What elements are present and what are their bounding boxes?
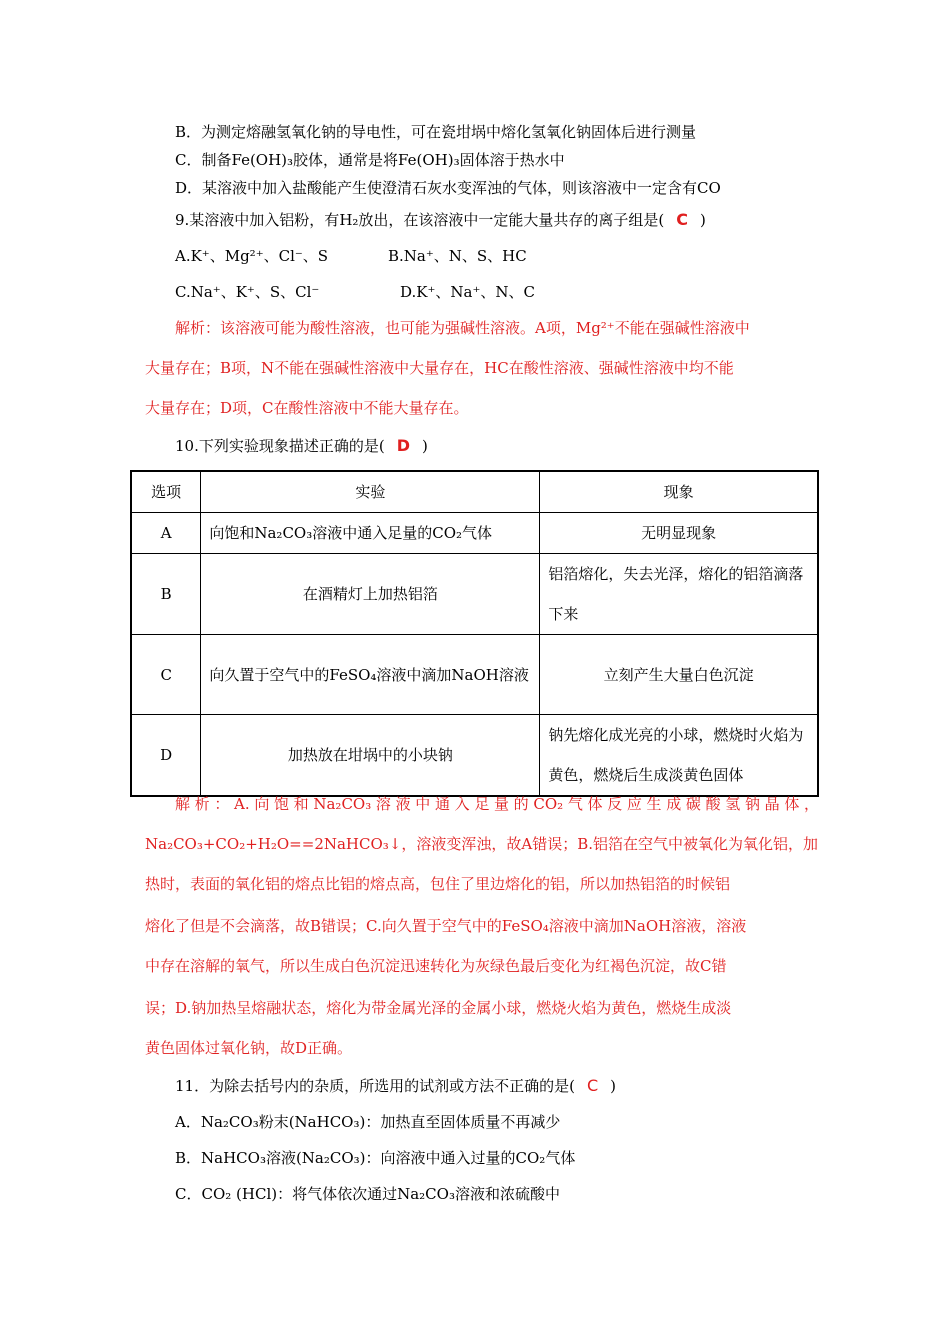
table-row	[131, 554, 818, 635]
row-experiment: 向饱和Na₂CO₃溶液中通入足量的CO₂气体	[201, 513, 540, 554]
row-option: B	[131, 554, 201, 635]
q10-analysis-line: 解析：A.向饱和Na₂CO₃溶液中通入足量的CO₂气体反应生成碳酸氢钠晶体，	[175, 795, 819, 813]
q10-answer: D	[396, 436, 410, 455]
q10-stem-text: 10.下列实验现象描述正确的是(	[175, 437, 385, 455]
header-experiment: 实验	[201, 471, 540, 513]
q9-analysis-line: 大量存在；B项，N不能在强碱性溶液中大量存在，HC在酸性溶液、强碱性溶液中均不能	[145, 359, 734, 377]
q9-analysis-line: 大量存在；D项，C在酸性溶液中不能大量存在。	[145, 399, 469, 417]
q10-analysis-line: 中存在溶解的氧气，所以生成白色沉淀迅速转化为灰绿色最后变化为红褐色沉淀，故C错	[145, 957, 727, 975]
row-experiment: 加热放在坩埚中的小块钠	[201, 715, 540, 797]
header-option: 选项	[131, 471, 201, 513]
q10-analysis-line: 误；D.钠加热呈熔融状态，熔化为带金属光泽的金属小球，燃烧火焰为黄色，燃烧生成淡	[145, 999, 732, 1017]
q8-option-d: D．某溶液中加入盐酸能产生使澄清石灰水变浑浊的气体，则该溶液中一定含有CO	[175, 179, 721, 197]
table-header-row	[131, 471, 818, 513]
q10-stem	[175, 436, 428, 456]
row-experiment: 在酒精灯上加热铝箔	[201, 554, 540, 635]
q9-option-b: B.Na⁺、N、S、HC	[388, 247, 527, 265]
q9-option-c: C.Na⁺、K⁺、S、Cl⁻	[175, 283, 320, 301]
experiment-table	[130, 470, 819, 797]
q11-answer: C	[586, 1076, 599, 1095]
q9-option-a: A.K⁺、Mg²⁺、Cl⁻、S	[175, 247, 329, 265]
q10-analysis-line: 熔化了但是不会滴落，故B错误；C.向久置于空气中的FeSO₄溶液中滴加NaOH溶液，溶液	[145, 917, 747, 935]
q8-option-b: B．为测定熔融氢氧化钠的导电性，可在瓷坩埚中熔化氢氧化钠固体后进行测量	[175, 123, 697, 141]
q9-analysis-line: 解析：该溶液可能为酸性溶液，也可能为强碱性溶液。A项，Mg²⁺不能在强碱性溶液中	[175, 319, 750, 337]
table-row	[131, 715, 818, 797]
table-row	[131, 513, 818, 554]
row-option: A	[131, 513, 201, 554]
q9-answer: C	[676, 210, 689, 229]
row-phenomenon: 立刻产生大量白色沉淀	[540, 635, 818, 715]
q11-option-a: A．Na₂CO₃粉末(NaHCO₃)：加热直至固体质量不再减少	[175, 1113, 561, 1131]
q10-analysis-line: Na₂CO₃+CO₂+H₂O==2NaHCO₃↓，溶液变浑浊，故A错误；B.铝箔在空气中被氧化为氧化铝，加	[145, 835, 818, 853]
q10-analysis-line: 黄色固体过氧化钠，故D正确。	[145, 1039, 353, 1057]
header-phenomenon: 现象	[540, 471, 818, 513]
q11-option-c: C．CO₂ (HCl)：将气体依次通过Na₂CO₃溶液和浓硫酸中	[175, 1185, 560, 1203]
row-phenomenon: 铝箔熔化，失去光泽，熔化的铝箔滴落下来	[540, 554, 818, 635]
q9-stem-text: 9.某溶液中加入铝粉，有H₂放出，在该溶液中一定能大量共存的离子组是(	[175, 211, 665, 229]
row-option: D	[131, 715, 201, 797]
q9-stem-end: )	[700, 211, 706, 229]
q10-stem-end: )	[422, 437, 428, 455]
q10-analysis-line: 热时，表面的氧化铝的熔点比铝的熔点高，包住了里边熔化的铝，所以加热铝箔的时候铝	[145, 875, 731, 893]
q9-option-d: D.K⁺、Na⁺、N、C	[400, 283, 535, 301]
row-experiment: 向久置于空气中的FeSO₄溶液中滴加NaOH溶液	[201, 635, 540, 715]
row-phenomenon: 钠先熔化成光亮的小球，燃烧时火焰为黄色，燃烧后生成淡黄色固体	[540, 715, 818, 797]
table-row	[131, 635, 818, 715]
q11-stem-text: 11．为除去括号内的杂质，所选用的试剂或方法不正确的是(	[175, 1077, 575, 1095]
q11-stem	[175, 1076, 616, 1096]
q8-option-c: C．制备Fe(OH)₃胶体，通常是将Fe(OH)₃固体溶于热水中	[175, 151, 565, 169]
q9-stem	[175, 210, 706, 230]
row-option: C	[131, 635, 201, 715]
row-phenomenon: 无明显现象	[540, 513, 818, 554]
q11-option-b: B．NaHCO₃溶液(Na₂CO₃)：向溶液中通入过量的CO₂气体	[175, 1149, 576, 1167]
q11-stem-end: )	[610, 1077, 616, 1095]
